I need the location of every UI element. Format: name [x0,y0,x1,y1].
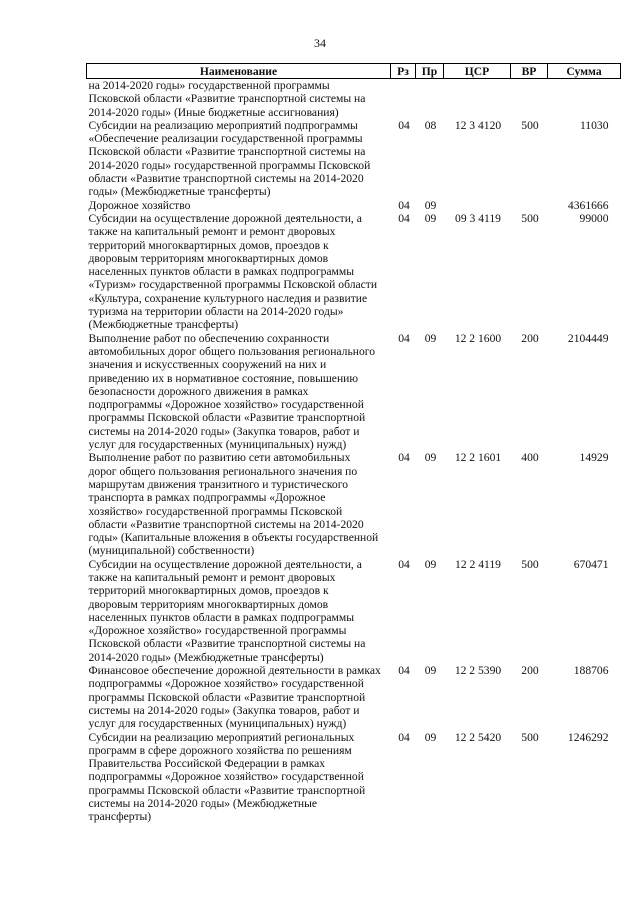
row-name: Выполнение работ по развитию сети автомобильных дорог общего пользования регионального значения по маршрутам движения транзитного и туристического транспорта в рамках подпрограммы «Дорожное хозяйство» государственной программы Псковской области «Развитие транспортной системы на 2014-2020 годы» (Капитальные вложения в объекты государственной (муниципальной) собственности) [88,451,379,558]
row-vr [511,199,548,212]
row-vr: 500 [521,730,539,744]
row-csr [444,79,511,119]
row-name-cell [87,79,391,119]
row-vr: 200 [521,331,539,345]
row-rz [391,79,416,119]
row-name-cell [87,212,391,332]
header-sum: Сумма [548,64,621,79]
row-pr: 09 [424,730,437,744]
row-name-cell [87,664,391,730]
row-csr: 12 3 4120 [454,118,502,132]
table-row [87,212,621,332]
header-vr: ВР [511,64,548,79]
row-name: Финансовое обеспечение дорожной деятельности в рамках подпрограммы «Дорожное хозяйство» государственной программы Псковской области «Развитие транспортной системы на 2014-2020 годы» (Закупка товаров, работ и услуг для государственных (муниципальных) нужд) [88,664,381,731]
row-rz: 04 [398,211,410,225]
row-pr: 09 [424,331,437,345]
row-vr: 500 [521,211,539,225]
row-csr: 12 2 4119 [455,557,501,571]
row-pr: 09 [424,211,437,225]
row-name: Субсидии на осуществление дорожной деятельности, а также на капитальный ремонт и ремонт дворовых территорий многоквартирных домов, проездов к дворовым территориям многоквартирных домов населенных пунктов области в рамках подпрограммы «Дорожное хозяйство» государственной программы Псковской области «Развитие транспортной системы на 2014-2020 годы» (Межбюджетные трансферты) [88,557,366,664]
page-number: 34 [314,36,326,50]
row-rz: 04 [398,730,410,744]
row-pr: 09 [424,451,437,465]
row-pr: 08 [424,118,437,132]
header-pr: Пр [416,64,444,79]
row-name: Субсидии на реализацию мероприятий подпрограммы «Обеспечение реализации государственной программы Псковской области «Развитие транспортной системы на 2014-2020 годы» государственной программы Псковской области «Развитие транспортной системы на 2014-2020 годы» (Межбюджетные трансферты) [88,118,371,199]
table-row [87,451,621,557]
table-body [87,79,621,824]
row-name: Субсидии на осуществление дорожной деятельности, а также на капитальный ремонт и ремонт дворовых территорий многоквартирных домов, проездов к дворовым территориям многоквартирных домов населенных пунктов области в рамках подпрограммы «Туризм» государственной программы Псковской области «Культура, сохранение культурного наследия и развитие туризма на территории области на 2014-2020 годы» (Межбюджетные трансферты) [88,211,378,332]
row-pr [416,79,444,119]
row-name-cell [87,451,391,557]
row-csr: 12 2 1601 [454,451,502,465]
row-name: Дорожное хозяйство [88,198,191,212]
table-row [87,664,621,730]
row-rz: 04 [398,557,410,571]
row-sum: 11030 [579,118,609,132]
row-name: на 2014-2020 годы» государственной программы Псковской области «Развитие транспортной системы на 2014-2020 годы» (Иные бюджетные ассигнования) [88,79,366,119]
row-name: Выполнение работ по обеспечению сохранности автомобильных дорог общего пользования регионального значения и искусственных сооружений на них и приведению их в нормативное состояние, повышению безопасности дорожного движения в рамках подпрограммы «Дорожное хозяйство» государственной программы Псковской области «Развитие транспортной системы на 2014-2020 годы» (Закупка товаров, работ и услуг для государственных (муниципальных) нужд) [88,331,376,452]
row-csr: 12 2 5390 [454,664,502,678]
table-row [87,199,621,212]
row-sum: 4361666 [567,198,609,212]
row-sum [548,79,621,119]
row-csr: 12 2 5420 [454,730,502,744]
table-row [87,332,621,452]
row-name-cell [87,731,391,824]
row-vr: 200 [521,664,539,678]
row-name-cell [87,119,391,199]
row-pr: 09 [424,664,437,678]
table-row [87,558,621,664]
row-name-cell [87,558,391,664]
row-sum: 1246292 [567,730,609,744]
row-vr: 400 [521,451,539,465]
row-rz: 04 [398,118,410,132]
row-pr: 09 [424,198,437,212]
row-csr [444,199,511,212]
row-rz: 04 [398,664,410,678]
row-rz: 04 [398,198,410,212]
row-pr: 09 [424,557,437,571]
row-sum: 670471 [573,557,609,571]
row-name: Субсидии на реализацию мероприятий региональных программ в сфере дорожного хозяйства по решениям Правительства Российской Федерации в рамках подпрограммы «Дорожное хозяйство» государственной программы Псковской области «Развитие транспортной системы на 2014-2020 годы» (Межбюджетные трансферты) [88,730,366,824]
row-sum: 14929 [579,451,609,465]
budget-table [86,63,621,824]
row-sum: 99000 [579,211,609,225]
row-vr [511,79,548,119]
row-csr: 09 3 4119 [455,211,501,225]
row-vr: 500 [521,118,539,132]
row-rz: 04 [398,331,410,345]
header-csr: ЦСР [444,64,511,79]
table-row [87,119,621,199]
table-row [87,731,621,824]
table-row [87,79,621,119]
row-sum: 2104449 [567,331,609,345]
row-sum: 188706 [573,664,609,678]
row-name-cell [87,332,391,452]
header-name: Наименование [87,64,391,79]
row-rz: 04 [398,451,410,465]
table-header [87,64,621,79]
row-csr: 12 2 1600 [454,331,502,345]
header-rz: Рз [391,64,416,79]
row-vr: 500 [521,557,539,571]
row-name-cell [87,199,391,212]
